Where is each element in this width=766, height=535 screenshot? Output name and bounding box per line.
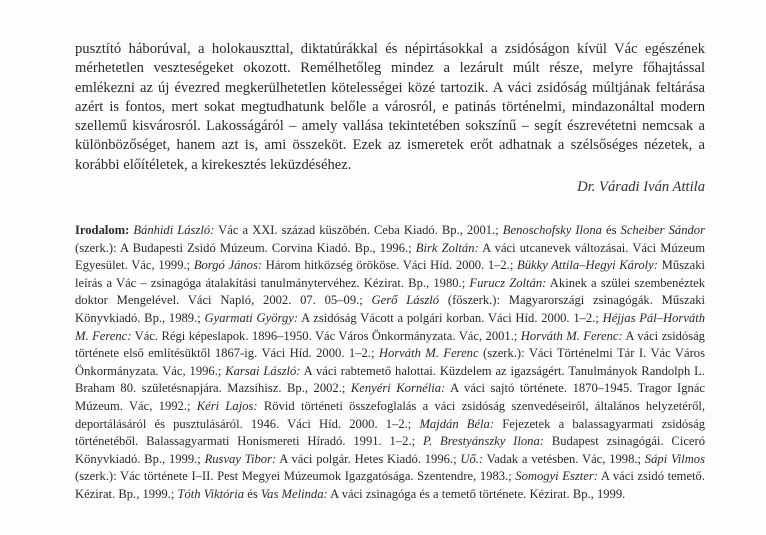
entry-text: Budapest zsinagógái. Ciceró Könyvkiadó. Bp., 1999.; — [75, 434, 706, 466]
entry-author: Horváth M. Ferenc — [378, 346, 479, 361]
entry-text: A váci sajtó története. 1870–1945. Tragor Ignác Múzeum. Vác, 1992.; — [75, 381, 706, 414]
entry-text: Rövid történeti összefoglalás a váci zsidóság szenvedéseiről, általános helyzetéről, deportálásáról és pusztulásáról. 1946. Váci Híd. 2000. 1–2.; — [75, 399, 706, 431]
entry-author: Furucz Zoltán: — [469, 275, 547, 290]
bibliography-entry — [460, 452, 644, 466]
entry-author: Borgó János: — [193, 258, 263, 273]
entry-text: A zsidóság Vácott a polgári korban. Váci Híd. 2000. 1–2.; — [298, 311, 603, 326]
entry-author: Bánhidi László: — [133, 223, 215, 238]
entry-author: Karsai László: — [225, 363, 301, 378]
body-paragraph: pusztító háborúval, a holokauszttal, diktatúrákkal és népirtásokkal a zsidóságon kívül Vác egészének mérhetetlen veszteségeket okozott. Remélhetőleg mindez a lezárult múlt része, melyre főhajtással emlékezni az új évezred megkerülhetetlen kötelességei közé tartozik. A váci zsidóság múltjának feltárása azért is fontos, mert sokat megtudhatunk belőle a városról, e patinás történelmi, mindazonáltal modern szellemű kisvárosról. Lakosságáról – amely vallása tekintetében sokszínű – segít észrevétetni nemcsak a különbözőséget, hanem azt is, ami összeköt. Ezek az ismeretek erőt adhatnak a szélsőséges nézetek, a korábbi előítéletek, a kirekesztés leküzdéséhez. — [75, 41, 705, 173]
entry-author: Gyarmati György: — [204, 311, 299, 326]
entry-text: (szerk.): Vác története I–II. Pest Megyei Múzeumok Igazgatósága. Szentendre, 1983.; — [75, 469, 516, 484]
entry-text: (szerk.): Váci Történelmi Tár I. Vác Város Önkormányzata. Vác, 1996.; — [75, 346, 706, 378]
entry-author: Birk Zoltán: — [415, 240, 479, 255]
entry-author: Tóth Viktória — [177, 486, 245, 501]
entry-text: és — [244, 486, 261, 501]
entry-text: Akinek a szülei szembenéztek doktor Mengelével. Váci Napló, 2002. 07. 05–09.; — [75, 275, 706, 308]
entry-text: A váci utcanevek változásai. Váci Múzeum Egyesület. Vác, 1999.; — [75, 240, 705, 273]
entry-author: Scheiber Sándor — [620, 223, 705, 238]
document-page — [75, 40, 705, 504]
entry-text: Vác. Régi képeslapok. 1896–1950. Vác Város Önkormányzata. Vác, 2001.; — [131, 328, 521, 343]
entry-author: Horváth M. Ferenc: — [520, 328, 623, 343]
entry-author: Bükky Attila–Hegyi Károly: — [517, 258, 658, 273]
bibliography-label: Irodalom: — [75, 223, 130, 238]
entry-text: A váci rabtemető halottai. Küzdelem az igazságért. Tanulmányok Randolph L. Braham 80. születésnapjára. Mazsihisz. Bp., 2002.; — [75, 363, 705, 396]
bibliography-entry — [261, 487, 625, 501]
entry-text: A váci zsidó temető. Kézirat. Bp., 1999.; — [75, 469, 706, 501]
author-signature: Dr. Váradi Iván Attila — [577, 179, 705, 196]
entry-text: Vác a XXI. század küszöbén. Ceba Kiadó. Bp., 2001.; — [214, 223, 503, 238]
entry-text: A váci zsinagóga és a temető története. Kézirat. Bp., 1999. — [327, 486, 626, 501]
entry-text: (főszerk.): Magyarországi zsinagógák. Műszaki Könyvkiadó. Bp., 1989.; — [75, 293, 705, 326]
bibliography-entry — [177, 487, 260, 501]
bibliography — [75, 222, 705, 504]
entry-author: Kenyéri Kornélia: — [350, 381, 446, 396]
entry-author: Benoschofsky Ilona — [502, 223, 602, 238]
bibliography-entries — [75, 223, 705, 501]
entry-author: Rusvay Tibor: — [204, 451, 277, 466]
entry-text: A váci zsidóság története első említésüktől 1867-ig. Váci Híd. 2000. 1–2.; — [75, 328, 705, 361]
entry-text: (szerk.): A Budapesti Zsidó Múzeum. Corvina Kiadó. Bp., 1996.; — [75, 240, 416, 255]
bibliography-entry — [205, 311, 603, 325]
entry-text: és — [601, 223, 621, 238]
bibliography-entry — [503, 223, 621, 237]
entry-author: Héjjas Pál–Horváth M. Ferenc: — [75, 311, 706, 343]
entry-text: A váci polgár. Hetes Kiadó. 1996.; — [276, 451, 461, 466]
entry-author: Sápi Vilmos — [644, 451, 706, 466]
entry-author: Kéri Lajos: — [196, 399, 258, 414]
bibliography-entry — [133, 223, 502, 237]
entry-text: Vadak a vetésben. Vác, 1998.; — [483, 451, 645, 466]
entry-text: Műszaki leírás a Vác – zsinagóga átalakítási tanulmánytervéhez. Kézirat. Bp., 1980.; — [75, 258, 705, 290]
entry-author: P. Brestyánszky Ilona: — [422, 434, 544, 449]
bibliography-entry — [205, 452, 461, 466]
entry-author: Gerő László — [371, 293, 440, 308]
entry-author: Uő.: — [460, 451, 484, 466]
entry-text: Három hitközség örököse. Váci Híd. 2000. 1–2.; — [262, 258, 518, 273]
entry-author: Somogyi Eszter: — [515, 469, 598, 484]
entry-text: Fejezetek a balassagyarmati zsidóság történetéből. Balassagyarmati Honismereti Híradó. 1991. 1–2.; — [75, 416, 705, 449]
entry-author: Vas Melinda: — [260, 486, 328, 501]
bibliography-entry — [194, 258, 517, 272]
entry-author: Majdán Béla: — [419, 416, 495, 431]
